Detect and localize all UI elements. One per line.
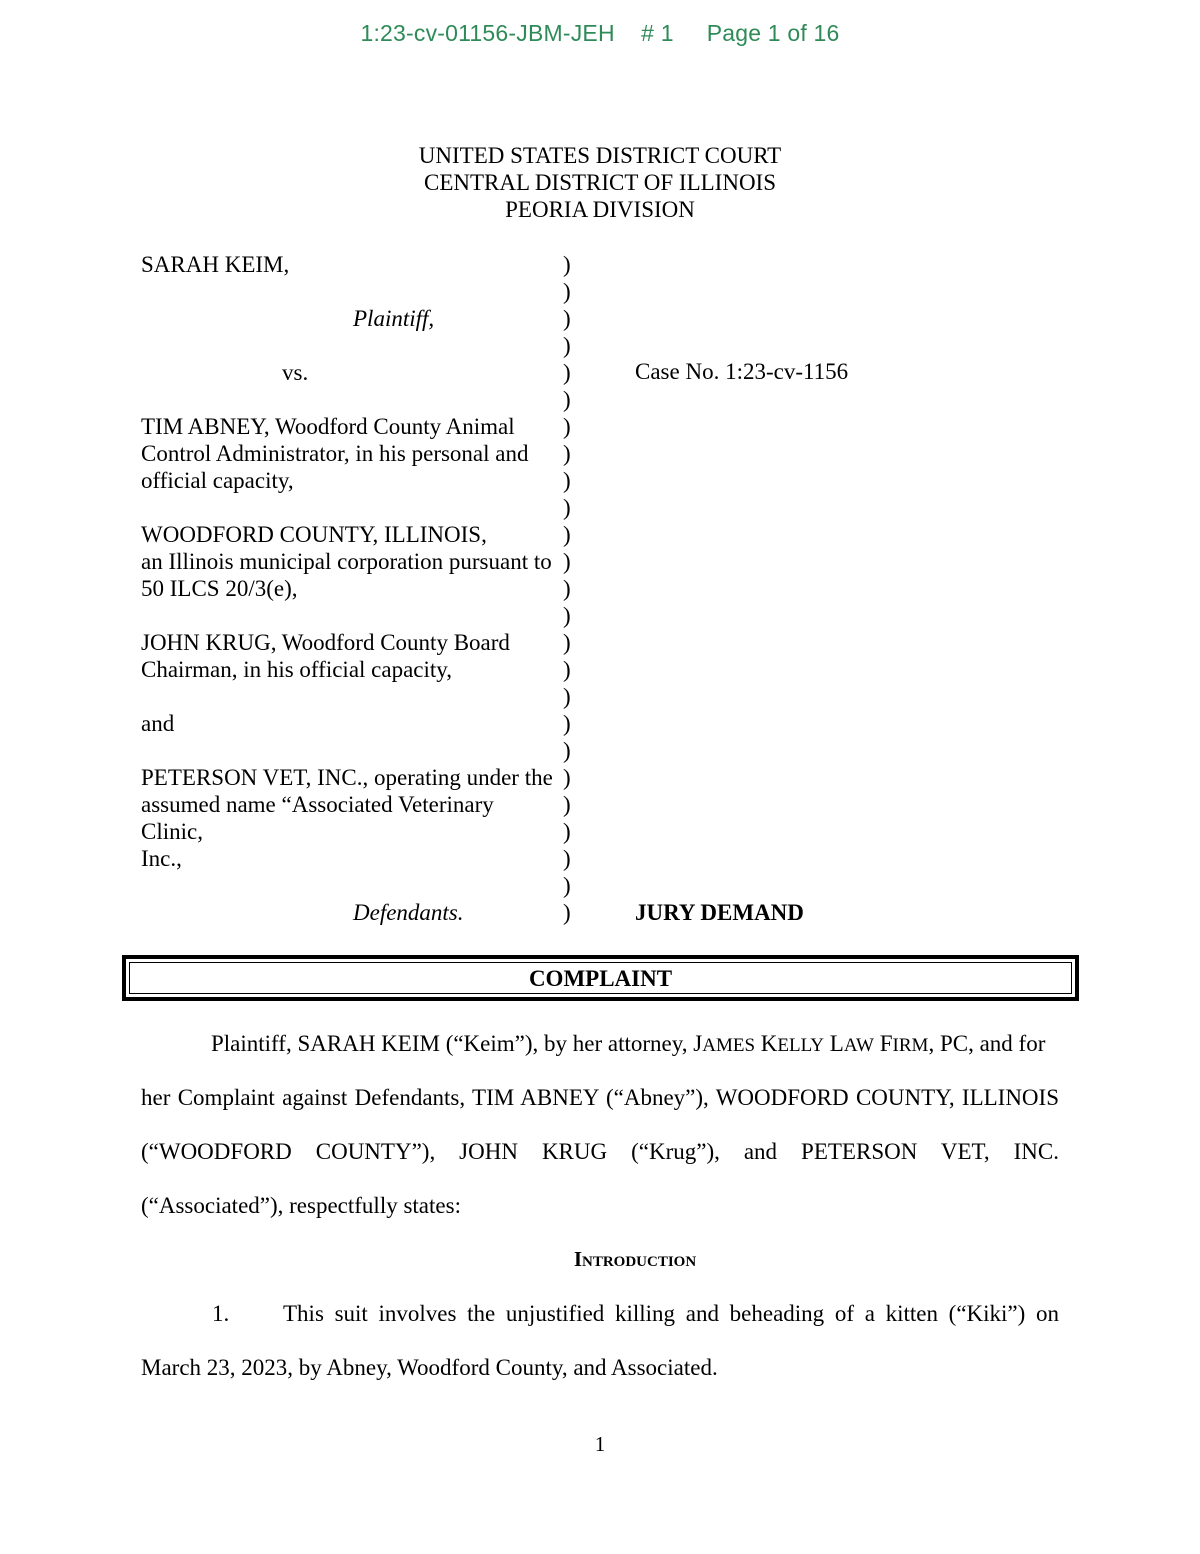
filing-stamp xyxy=(0,20,1200,47)
defendant-line: Inc., xyxy=(141,846,182,871)
text-run: ELLY xyxy=(777,1035,825,1056)
text-run: AMES xyxy=(702,1035,756,1056)
court-division: PEORIA DIVISION xyxy=(505,197,695,222)
caption-parenthesis: ) xyxy=(563,360,571,385)
caption-parenthesis: ) xyxy=(563,657,571,682)
complaint-title-box xyxy=(122,955,1079,1001)
intro-line-4: (“Associated”), respectfully states: xyxy=(141,1193,461,1218)
defendant-krug xyxy=(141,629,510,683)
court-heading xyxy=(0,142,1200,223)
defendant-line: 50 ILCS 20/3(e), xyxy=(141,576,298,601)
caption-parenthesis: ) xyxy=(563,333,571,358)
caption-parenthesis: ) xyxy=(563,711,571,736)
caption-parenthesis: ) xyxy=(563,738,571,763)
text-run: K xyxy=(755,1031,778,1056)
plaintiff-name: SARAH KEIM, xyxy=(141,252,290,277)
court-name: UNITED STATES DISTRICT COURT xyxy=(418,143,782,168)
page-number: 1 xyxy=(594,1432,606,1456)
text-run: , PC, and for xyxy=(928,1031,1046,1056)
text-run: Plaintiff, SARAH KEIM (“Keim”), by her attorney, J xyxy=(211,1031,703,1056)
paragraph-1-line-1: This suit involves the unjustified killing and beheading of a kitten (“Kiki”) on xyxy=(283,1301,1059,1326)
complaint-title: COMPLAINT xyxy=(129,962,1072,994)
defendant-line: Clinic, xyxy=(141,819,203,844)
court-district: CENTRAL DISTRICT OF ILLINOIS xyxy=(423,170,777,195)
paragraph-1-line-2: March 23, 2023, by Abney, Woodford County, and Associated. xyxy=(141,1355,718,1380)
stamp-case-number: 1:23-cv-01156-JBM-JEH xyxy=(360,20,615,46)
caption-parenthesis: ) xyxy=(563,252,571,277)
caption-parenthesis: ) xyxy=(563,549,571,574)
case-number: Case No. 1:23-cv-1156 xyxy=(635,359,849,384)
caption-parenthesis: ) xyxy=(563,684,571,709)
caption-parenthesis: ) xyxy=(563,522,571,547)
defendant-line: official capacity, xyxy=(141,468,294,493)
defendant-line: TIM ABNEY, Woodford County Animal xyxy=(141,414,515,439)
defendant-line: WOODFORD COUNTY, ILLINOIS, xyxy=(141,522,487,547)
defendant-woodford-county xyxy=(141,521,552,602)
caption-parenthesis: ) xyxy=(563,576,571,601)
text-run: L xyxy=(824,1031,844,1056)
caption-parenthesis-column xyxy=(563,251,583,926)
caption-parenthesis: ) xyxy=(563,387,571,412)
stamp-document-number: # 1 xyxy=(641,20,674,46)
caption-parenthesis: ) xyxy=(563,441,571,466)
defendant-line: JOHN KRUG, Woodford County Board xyxy=(141,630,510,655)
caption-parenthesis: ) xyxy=(563,792,571,817)
intro-line-3: (“WOODFORD COUNTY”), JOHN KRUG (“Krug”), and PETERSON VET, INC. xyxy=(141,1139,1059,1164)
caption-parenthesis: ) xyxy=(563,468,571,493)
caption-parenthesis: ) xyxy=(563,630,571,655)
defendant-abney xyxy=(141,413,529,494)
caption-parenthesis: ) xyxy=(563,279,571,304)
caption-parenthesis: ) xyxy=(563,846,571,871)
jury-demand: JURY DEMAND xyxy=(635,900,804,925)
caption-parenthesis: ) xyxy=(563,873,571,898)
versus-label: vs. xyxy=(282,360,309,385)
and-label: and xyxy=(141,711,175,736)
caption-parenthesis: ) xyxy=(563,819,571,844)
caption-parenthesis: ) xyxy=(563,765,571,790)
caption-parenthesis: ) xyxy=(563,495,571,520)
stamp-page-count: Page 1 of 16 xyxy=(706,20,840,46)
defendant-line: assumed name “Associated Veterinary xyxy=(141,792,494,817)
intro-line-1 xyxy=(141,1030,1059,1059)
plaintiff-label: Plaintiff, xyxy=(353,306,435,331)
defendant-peterson-vet xyxy=(141,764,553,872)
section-heading-introduction: Introduction xyxy=(573,1247,697,1271)
text-run: F xyxy=(873,1031,893,1056)
defendant-line: PETERSON VET, INC., operating under the xyxy=(141,765,553,790)
caption-parenthesis: ) xyxy=(563,306,571,331)
caption-parenthesis: ) xyxy=(563,603,571,628)
text-run: IRM xyxy=(892,1035,929,1056)
defendant-line: Chairman, in his official capacity, xyxy=(141,657,453,682)
paragraph-number: 1. xyxy=(212,1301,230,1326)
defendant-line: Control Administrator, in his personal and xyxy=(141,441,529,466)
defendants-label: Defendants. xyxy=(353,900,464,925)
intro-line-2: her Complaint against Defendants, TIM ABNEY (“Abney”), WOODFORD COUNTY, ILLINOIS xyxy=(141,1085,1059,1110)
caption-parenthesis: ) xyxy=(563,900,571,925)
caption-parenthesis: ) xyxy=(563,414,571,439)
text-run: AW xyxy=(843,1035,874,1056)
defendant-line: an Illinois municipal corporation pursuant to xyxy=(141,549,552,574)
